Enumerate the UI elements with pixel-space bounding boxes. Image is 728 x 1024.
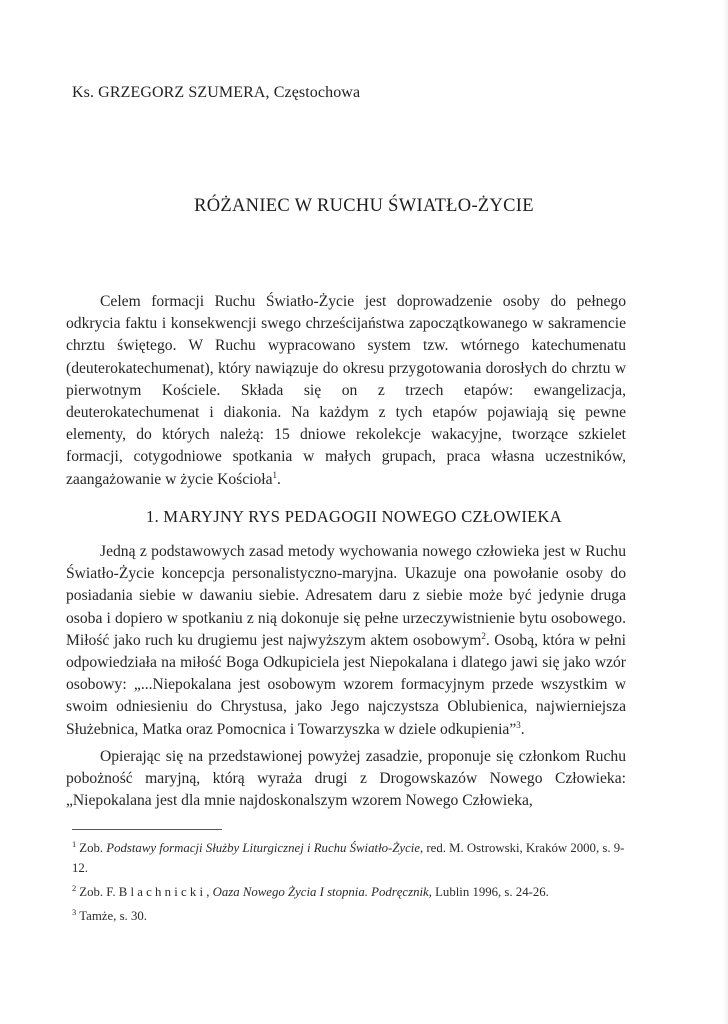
footnote-1	[72, 838, 628, 878]
footnote-title: Podstawy formacji Służby Liturgicznej i Ruchu Światło-Życie	[106, 841, 420, 855]
intro-paragraph-text: Celem formacji Ruchu Światło-Życie jest doprowadzenie osoby do pełnego odkrycia faktu i konsekwencji swego chrześcijaństwa zapoczątkowanego w sakramencie chrztu świętego. W Ruchu wypracowano system tzw. wtórnego katechumenatu (deuterokatechumenat), który nawiązuje do okresu przygotowania dorosłych do chrztu w pierwotnym Kościele. Składa się on z trzech etapów: ewangelizacja, deuterokatechumenat i diakonia. Na każdym z tych etapów pojawiają się pewne elementy, do których należą: 15 dniowe rekolekcje wakacyjne, tworzące szkielet formacji, cotygodniowe spotkania w małych grupach, praca własna uczestników, zaangażowanie w życie Kościoła	[66, 293, 626, 488]
footnote-2	[72, 882, 628, 902]
intro-paragraph-end: .	[277, 470, 281, 488]
footnote-3	[72, 906, 628, 926]
footnote-ref-1[interactable]: 1	[272, 469, 278, 480]
footnote-mark: 3	[72, 906, 77, 917]
footnote-text: Zob. F.	[79, 885, 119, 899]
section-paragraph-2	[66, 746, 626, 813]
footnote-text: ,	[206, 885, 213, 899]
section-paragraph-1-text-c: .	[520, 720, 525, 738]
section-paragraph-1-text-a: Jedną z podstawowych zasad metody wychowania nowego człowieka jest w Ruchu Światło-Życie koncepcja personalistyczno-maryjna. Ukazuje ona powołanie osoby do posiadania siebie w dawaniu siebie. Adresatem daru z siebie może być jedynie druga osoba i dopiero w spotkaniu z nią dokonuje się pełne urzeczywistnienie bytu osobowego. Miłość jako ruch ku drugiemu jest najwyższym aktem osobowym	[66, 543, 626, 649]
footnote-mark: 1	[72, 838, 77, 849]
author-line: Ks. GRZEGORZ SZUMERA, Częstochowa	[72, 84, 361, 101]
footnote-text: , Lublin 1996, s. 24-26.	[428, 885, 549, 899]
footnote-text: Zob.	[79, 841, 107, 855]
footnote-ref-3[interactable]: 3	[516, 719, 521, 730]
section-paragraph-1	[66, 541, 626, 741]
footnote-ref-2[interactable]: 2	[481, 630, 486, 641]
footnote-text: , red. M. Ostrowski, Kraków 2000, s. 9-12.	[72, 841, 625, 875]
footnote-text: Tamże, s. 30.	[79, 909, 147, 923]
section-heading: 1. MARYJNY RYS PEDAGOGII NOWEGO CZŁOWIEKA	[146, 507, 562, 526]
footnote-divider	[72, 829, 222, 830]
section-paragraph-2-text: Opierając się na przedstawionej powyżej zasadzie, proponuje się członkom Ruchu pobożność maryjną, którą wyraża drugi z Drogowskazów Nowego Człowieka: „Niepokalana jest dla mnie najdoskonalszym wzorem Nowego Człowieka,	[66, 748, 626, 810]
section-paragraph-1-text-b: . Osobą, która w pełni odpowiedziała na miłość Boga Odkupiciela jest Niepokalana i dlatego jawi się jako wzór osobowy: „...Niepokalana jest osobowym wzorem formacyjnym przede wszystkim w swoim odniesieniu do Chrystusa, jako Jego najczystsza Oblubienica, najwierniejsza Służebnica, Matka oraz Pomocnica i Towarzyszka w dziele odkupienia”	[66, 631, 626, 738]
footnote-title: Oaza Nowego Życia I stopnia. Podręcznik	[212, 885, 429, 899]
footnotes	[72, 838, 628, 930]
footnote-mark: 2	[72, 882, 77, 893]
intro-paragraph	[66, 291, 626, 491]
footnote-author: Blachnicki	[118, 885, 207, 899]
article-title: RÓŻANIEC W RUCHU ŚWIATŁO-ŻYCIE	[194, 196, 534, 216]
page-edge-shadow	[722, 0, 728, 1024]
